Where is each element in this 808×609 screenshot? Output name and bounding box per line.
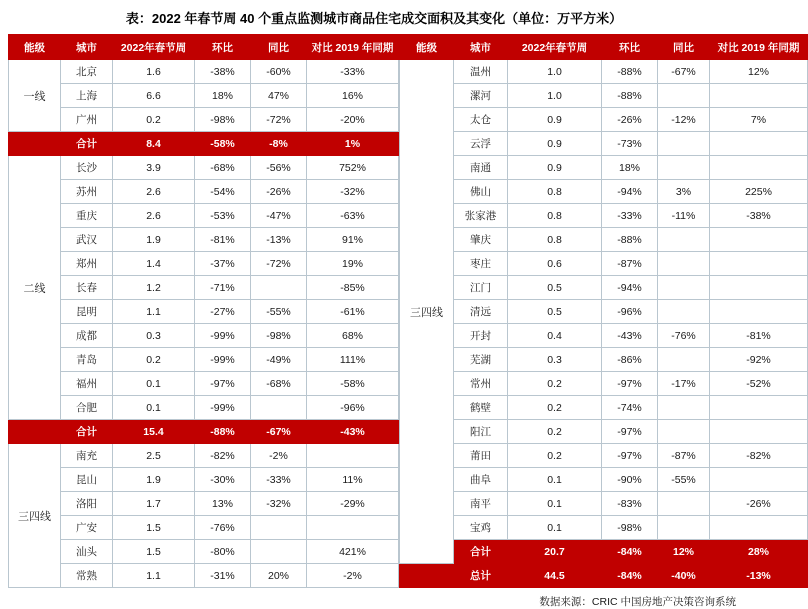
- cell-mom: -96%: [602, 300, 658, 324]
- cell-cmp2019: [710, 468, 808, 492]
- cell-cmp2019: [710, 252, 808, 276]
- table-row: [9, 468, 399, 492]
- table-row: [400, 468, 808, 492]
- table-row: [400, 180, 808, 204]
- cell-tier: [9, 132, 61, 156]
- cell-value: 0.6: [508, 252, 602, 276]
- cell-city: 郑州: [61, 252, 113, 276]
- cell-value: 1.5: [113, 516, 195, 540]
- cell-city: 广安: [61, 516, 113, 540]
- cell-cmp2019: -52%: [710, 372, 808, 396]
- cell-city: 苏州: [61, 180, 113, 204]
- cell-city: 洛阳: [61, 492, 113, 516]
- cell-mom: -53%: [195, 204, 251, 228]
- cell-value: 44.5: [508, 564, 602, 588]
- cell-yoy: [658, 156, 710, 180]
- cell-cmp2019: 28%: [710, 540, 808, 564]
- table-row: [400, 300, 808, 324]
- cell-value: 1.9: [113, 468, 195, 492]
- table-row: [9, 372, 399, 396]
- cell-mom: -98%: [195, 108, 251, 132]
- col-header-cmp2019: 对比 2019 年同期: [307, 35, 399, 60]
- cell-cmp2019: -33%: [307, 60, 399, 84]
- cell-value: 8.4: [113, 132, 195, 156]
- cell-yoy: [658, 84, 710, 108]
- cell-city: 合计: [61, 132, 113, 156]
- cell-yoy: [658, 348, 710, 372]
- cell-yoy: -98%: [251, 324, 307, 348]
- cell-value: 0.9: [508, 156, 602, 180]
- cell-mom: -90%: [602, 468, 658, 492]
- cell-value: 15.4: [113, 420, 195, 444]
- cell-cmp2019: [710, 396, 808, 420]
- cell-city: 鹤壁: [454, 396, 508, 420]
- cell-yoy: 20%: [251, 564, 307, 588]
- cell-yoy: [658, 492, 710, 516]
- cell-mom: -30%: [195, 468, 251, 492]
- cell-yoy: -11%: [658, 204, 710, 228]
- cell-mom: -37%: [195, 252, 251, 276]
- table-row: [9, 396, 399, 420]
- cell-value: 0.2: [508, 444, 602, 468]
- table-row: [9, 108, 399, 132]
- cell-value: 0.9: [508, 132, 602, 156]
- table-row: [400, 252, 808, 276]
- cell-tier: [400, 564, 454, 588]
- cell-city: 常熟: [61, 564, 113, 588]
- cell-yoy: -87%: [658, 444, 710, 468]
- cell-cmp2019: [710, 228, 808, 252]
- cell-mom: -88%: [602, 228, 658, 252]
- cell-city: 南通: [454, 156, 508, 180]
- table-row: [9, 444, 399, 468]
- table-row: [400, 516, 808, 540]
- tables-container: [0, 34, 800, 588]
- cell-city: 重庆: [61, 204, 113, 228]
- cell-city: 福州: [61, 372, 113, 396]
- cell-yoy: -40%: [658, 564, 710, 588]
- table-row: [9, 228, 399, 252]
- cell-city: 上海: [61, 84, 113, 108]
- cell-yoy: [658, 228, 710, 252]
- cell-cmp2019: -20%: [307, 108, 399, 132]
- cell-yoy: -26%: [251, 180, 307, 204]
- table-row: [9, 540, 399, 564]
- cell-cmp2019: -92%: [710, 348, 808, 372]
- cell-city: 阳江: [454, 420, 508, 444]
- cell-cmp2019: [710, 84, 808, 108]
- cell-yoy: -68%: [251, 372, 307, 396]
- cell-value: 1.2: [113, 276, 195, 300]
- cell-cmp2019: [710, 156, 808, 180]
- cell-mom: 13%: [195, 492, 251, 516]
- cell-yoy: -60%: [251, 60, 307, 84]
- cell-value: 0.1: [113, 396, 195, 420]
- cell-value: 0.4: [508, 324, 602, 348]
- cell-mom: -76%: [195, 516, 251, 540]
- cell-city: 漯河: [454, 84, 508, 108]
- cell-mom: -97%: [602, 372, 658, 396]
- cell-tier: [9, 420, 61, 444]
- col-header-value: 2022年春节周: [508, 35, 602, 60]
- cell-mom: -97%: [602, 420, 658, 444]
- cell-cmp2019: -85%: [307, 276, 399, 300]
- cell-value: 0.5: [508, 276, 602, 300]
- table-row: [400, 276, 808, 300]
- cell-city: 张家港: [454, 204, 508, 228]
- cell-mom: -80%: [195, 540, 251, 564]
- cell-yoy: [658, 132, 710, 156]
- cell-value: 1.7: [113, 492, 195, 516]
- cell-yoy: -47%: [251, 204, 307, 228]
- table-row: [9, 276, 399, 300]
- cell-city: 成都: [61, 324, 113, 348]
- cell-cmp2019: -61%: [307, 300, 399, 324]
- cell-cmp2019: 16%: [307, 84, 399, 108]
- cell-value: 1.5: [113, 540, 195, 564]
- cell-value: 0.1: [113, 372, 195, 396]
- cell-mom: -31%: [195, 564, 251, 588]
- cell-cmp2019: [710, 276, 808, 300]
- cell-yoy: -56%: [251, 156, 307, 180]
- cell-value: 20.7: [508, 540, 602, 564]
- table-row: [400, 396, 808, 420]
- cell-yoy: [658, 396, 710, 420]
- table-row: [9, 156, 399, 180]
- cell-yoy: [251, 516, 307, 540]
- cell-cmp2019: 12%: [710, 60, 808, 84]
- col-header-tier: 能级: [400, 35, 454, 60]
- cell-city: 芜湖: [454, 348, 508, 372]
- cell-cmp2019: -32%: [307, 180, 399, 204]
- col-header-city: 城市: [61, 35, 113, 60]
- cell-value: 0.1: [508, 516, 602, 540]
- table-row: [400, 372, 808, 396]
- cell-mom: -84%: [602, 564, 658, 588]
- cell-mom: -54%: [195, 180, 251, 204]
- cell-cmp2019: 68%: [307, 324, 399, 348]
- cell-value: 6.6: [113, 84, 195, 108]
- cell-mom: -74%: [602, 396, 658, 420]
- cell-tier: 二线: [9, 156, 61, 420]
- cell-value: 0.8: [508, 228, 602, 252]
- cell-cmp2019: -81%: [710, 324, 808, 348]
- cell-yoy: -8%: [251, 132, 307, 156]
- cell-city: 温州: [454, 60, 508, 84]
- cell-value: 2.5: [113, 444, 195, 468]
- cell-city: 曲阜: [454, 468, 508, 492]
- right-table: [399, 34, 808, 588]
- col-header-yoy: 同比: [658, 35, 710, 60]
- cell-mom: -84%: [602, 540, 658, 564]
- cell-value: 0.2: [508, 396, 602, 420]
- cell-mom: -27%: [195, 300, 251, 324]
- table-row-total: [400, 540, 808, 564]
- cell-mom: -81%: [195, 228, 251, 252]
- col-header-cmp2019: 对比 2019 年同期: [710, 35, 808, 60]
- cell-mom: -33%: [602, 204, 658, 228]
- cell-value: 0.8: [508, 180, 602, 204]
- cell-yoy: -76%: [658, 324, 710, 348]
- cell-mom: -68%: [195, 156, 251, 180]
- cell-mom: -71%: [195, 276, 251, 300]
- cell-cmp2019: [710, 420, 808, 444]
- cell-mom: -88%: [602, 60, 658, 84]
- left-table: [8, 34, 399, 588]
- cell-mom: 18%: [602, 156, 658, 180]
- cell-city: 开封: [454, 324, 508, 348]
- cell-cmp2019: -29%: [307, 492, 399, 516]
- cell-mom: -99%: [195, 324, 251, 348]
- cell-mom: -38%: [195, 60, 251, 84]
- cell-yoy: [658, 516, 710, 540]
- table-row: [9, 180, 399, 204]
- cell-yoy: [658, 252, 710, 276]
- cell-yoy: -67%: [251, 420, 307, 444]
- cell-value: 0.1: [508, 492, 602, 516]
- cell-yoy: [251, 540, 307, 564]
- cell-value: 1.1: [113, 300, 195, 324]
- table-row: [9, 60, 399, 84]
- cell-city: 广州: [61, 108, 113, 132]
- table-row: [9, 84, 399, 108]
- cell-value: 1.0: [508, 60, 602, 84]
- cell-yoy: 3%: [658, 180, 710, 204]
- cell-cmp2019: [710, 516, 808, 540]
- table-row: [9, 564, 399, 588]
- cell-cmp2019: 19%: [307, 252, 399, 276]
- cell-mom: -97%: [602, 444, 658, 468]
- table-row: [400, 84, 808, 108]
- cell-city: 合计: [61, 420, 113, 444]
- cell-cmp2019: [710, 132, 808, 156]
- cell-mom: -94%: [602, 180, 658, 204]
- col-header-tier: 能级: [9, 35, 61, 60]
- table-row: [400, 324, 808, 348]
- cell-value: 2.6: [113, 204, 195, 228]
- col-header-mom: 环比: [195, 35, 251, 60]
- cell-city: 青岛: [61, 348, 113, 372]
- table-row: [9, 516, 399, 540]
- cell-yoy: -55%: [658, 468, 710, 492]
- cell-value: 0.9: [508, 108, 602, 132]
- cell-mom: -86%: [602, 348, 658, 372]
- cell-cmp2019: -2%: [307, 564, 399, 588]
- source-note: 数据来源：CRIC 中国房地产决策咨询系统: [539, 596, 736, 608]
- table-row: [400, 132, 808, 156]
- cell-city: 昆山: [61, 468, 113, 492]
- col-header-yoy: 同比: [251, 35, 307, 60]
- cell-city: 清远: [454, 300, 508, 324]
- cell-city: 太仓: [454, 108, 508, 132]
- cell-value: 1.1: [113, 564, 195, 588]
- cell-yoy: -55%: [251, 300, 307, 324]
- cell-value: 1.4: [113, 252, 195, 276]
- cell-cmp2019: 225%: [710, 180, 808, 204]
- page-title: 表：2022 年春节周 40 个重点监测城市商品住宅成交面积及其变化（单位：万平方米）: [125, 11, 623, 26]
- cell-value: 0.8: [508, 204, 602, 228]
- col-header-mom: 环比: [602, 35, 658, 60]
- cell-mom: -99%: [195, 348, 251, 372]
- cell-mom: -83%: [602, 492, 658, 516]
- cell-value: 0.2: [508, 372, 602, 396]
- cell-cmp2019: -13%: [710, 564, 808, 588]
- cell-cmp2019: 421%: [307, 540, 399, 564]
- table-row-total: [9, 132, 399, 156]
- cell-cmp2019: -43%: [307, 420, 399, 444]
- cell-yoy: [251, 276, 307, 300]
- cell-value: 0.2: [508, 420, 602, 444]
- cell-yoy: -12%: [658, 108, 710, 132]
- cell-cmp2019: -26%: [710, 492, 808, 516]
- cell-yoy: -67%: [658, 60, 710, 84]
- cell-mom: -82%: [195, 444, 251, 468]
- cell-mom: -26%: [602, 108, 658, 132]
- cell-yoy: -33%: [251, 468, 307, 492]
- cell-cmp2019: -82%: [710, 444, 808, 468]
- table-row: [400, 228, 808, 252]
- cell-city: 总计: [454, 564, 508, 588]
- cell-city: 合肥: [61, 396, 113, 420]
- cell-mom: -58%: [195, 132, 251, 156]
- table-row: [9, 348, 399, 372]
- cell-cmp2019: -96%: [307, 396, 399, 420]
- cell-cmp2019: 1%: [307, 132, 399, 156]
- cell-yoy: [658, 300, 710, 324]
- table-row: [400, 108, 808, 132]
- cell-cmp2019: [307, 516, 399, 540]
- cell-cmp2019: -38%: [710, 204, 808, 228]
- cell-value: 0.2: [113, 348, 195, 372]
- table-row: [400, 492, 808, 516]
- col-header-city: 城市: [454, 35, 508, 60]
- cell-city: 武汉: [61, 228, 113, 252]
- cell-mom: -88%: [602, 84, 658, 108]
- cell-city: 北京: [61, 60, 113, 84]
- table-row-total: [9, 420, 399, 444]
- cell-value: 2.6: [113, 180, 195, 204]
- cell-cmp2019: 752%: [307, 156, 399, 180]
- table-row: [9, 204, 399, 228]
- cell-city: 汕头: [61, 540, 113, 564]
- cell-yoy: -13%: [251, 228, 307, 252]
- cell-value: 1.9: [113, 228, 195, 252]
- table-row: [400, 348, 808, 372]
- cell-value: 0.3: [508, 348, 602, 372]
- table-row: [400, 204, 808, 228]
- cell-cmp2019: 7%: [710, 108, 808, 132]
- cell-cmp2019: 91%: [307, 228, 399, 252]
- cell-yoy: [658, 276, 710, 300]
- cell-value: 1.6: [113, 60, 195, 84]
- table-row: [400, 60, 808, 84]
- cell-mom: -98%: [602, 516, 658, 540]
- cell-city: 南平: [454, 492, 508, 516]
- cell-tier: 三四线: [9, 444, 61, 588]
- cell-tier: 三四线: [400, 60, 454, 564]
- table-row: [400, 444, 808, 468]
- cell-city: 南充: [61, 444, 113, 468]
- cell-cmp2019: 111%: [307, 348, 399, 372]
- cell-yoy: -17%: [658, 372, 710, 396]
- table-row: [400, 420, 808, 444]
- table-row: [9, 300, 399, 324]
- cell-mom: -99%: [195, 396, 251, 420]
- cell-mom: -43%: [602, 324, 658, 348]
- cell-mom: -97%: [195, 372, 251, 396]
- cell-yoy: 47%: [251, 84, 307, 108]
- cell-yoy: [658, 420, 710, 444]
- cell-yoy: -72%: [251, 108, 307, 132]
- cell-value: 0.3: [113, 324, 195, 348]
- table-row: [9, 252, 399, 276]
- cell-mom: -87%: [602, 252, 658, 276]
- cell-city: 江门: [454, 276, 508, 300]
- cell-city: 昆明: [61, 300, 113, 324]
- left-table-body: [9, 60, 399, 588]
- cell-cmp2019: 11%: [307, 468, 399, 492]
- cell-city: 枣庄: [454, 252, 508, 276]
- cell-cmp2019: -58%: [307, 372, 399, 396]
- col-header-value: 2022年春节周: [113, 35, 195, 60]
- cell-yoy: -32%: [251, 492, 307, 516]
- cell-value: 3.9: [113, 156, 195, 180]
- cell-city: 宝鸡: [454, 516, 508, 540]
- table-row: [9, 492, 399, 516]
- cell-cmp2019: [307, 444, 399, 468]
- cell-city: 肇庆: [454, 228, 508, 252]
- cell-yoy: -2%: [251, 444, 307, 468]
- cell-value: 0.5: [508, 300, 602, 324]
- cell-yoy: -49%: [251, 348, 307, 372]
- cell-city: 合计: [454, 540, 508, 564]
- left-header-row: [9, 35, 399, 60]
- cell-city: 佛山: [454, 180, 508, 204]
- cell-yoy: [251, 396, 307, 420]
- cell-value: 0.2: [113, 108, 195, 132]
- table-row: [9, 324, 399, 348]
- cell-value: 0.1: [508, 468, 602, 492]
- cell-yoy: -72%: [251, 252, 307, 276]
- right-table-body: [400, 60, 808, 588]
- cell-mom: 18%: [195, 84, 251, 108]
- right-header-row: [400, 35, 808, 60]
- table-row: [400, 156, 808, 180]
- cell-yoy: 12%: [658, 540, 710, 564]
- table-row-grand-total: [400, 564, 808, 588]
- cell-cmp2019: [710, 300, 808, 324]
- cell-mom: -73%: [602, 132, 658, 156]
- cell-mom: -88%: [195, 420, 251, 444]
- cell-mom: -94%: [602, 276, 658, 300]
- cell-city: 长春: [61, 276, 113, 300]
- cell-value: 1.0: [508, 84, 602, 108]
- cell-city: 莆田: [454, 444, 508, 468]
- cell-city: 云浮: [454, 132, 508, 156]
- cell-cmp2019: -63%: [307, 204, 399, 228]
- cell-city: 常州: [454, 372, 508, 396]
- cell-city: 长沙: [61, 156, 113, 180]
- cell-tier: 一线: [9, 60, 61, 132]
